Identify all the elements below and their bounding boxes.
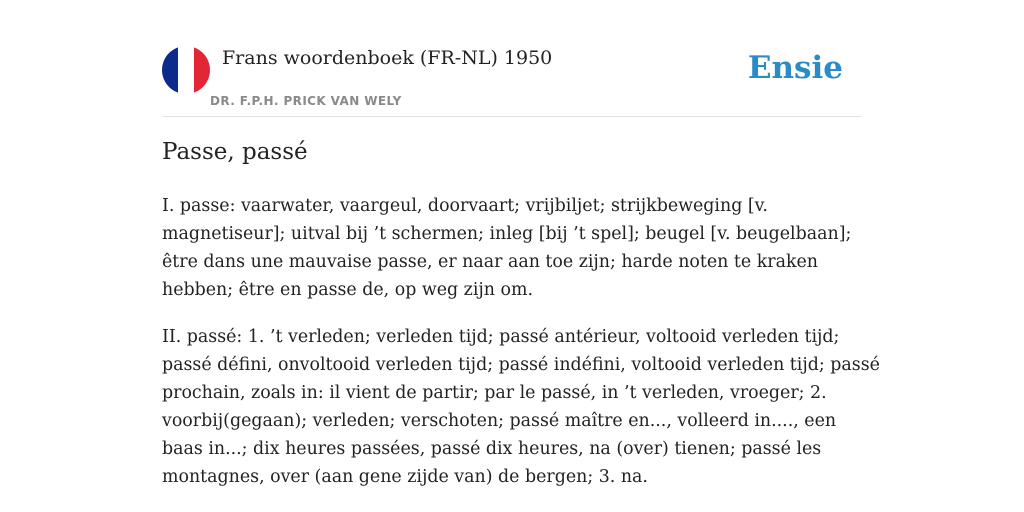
flag-france-icon: [162, 46, 210, 94]
entry-title: Passe, passé: [162, 139, 308, 165]
dictionary-author: DR. F.P.H. PRICK VAN WELY: [210, 94, 402, 108]
dictionary-title[interactable]: Frans woordenboek (FR-NL) 1950: [222, 47, 553, 69]
flag-stripe-red: [194, 46, 210, 94]
entry-paragraph: II. passé: 1. ’t verleden; verleden tijd; passé antérieur, voltooid verleden tijd; passé défini, onvoltooid verleden tijd; passé indéfini, voltooid verleden tijd; passé prochain, zoals in: il vient de partir; par le passé, in ’t verleden, vroeger; 2. voorbij(gegaan); verleden; verschoten; passé maître en..., volleerd in...., een baas in...; dix heures passées, passé dix heures, na (over) tienen; passé les montagnes, over (aan gene zijde van) de bergen; 3. na.: [162, 327, 880, 487]
entry-body: [162, 192, 882, 510]
dictionary-header: [162, 40, 862, 117]
flag-stripe-white: [178, 46, 194, 94]
flag-stripe-blue: [162, 46, 178, 94]
entry-paragraph: I. passe: vaarwater, vaargeul, doorvaart; vrijbiljet; strijkbeweging [v. magnetiseur]; uitval bij ’t schermen; inleg [bij ’t spel]; beugel [v. beugelbaan]; être dans une mauvaise passe, er naar aan toe zijn; harde noten te kraken hebben; être en passe de, op weg zijn om.: [162, 196, 852, 300]
ensie-logo-link[interactable]: Ensie: [747, 50, 843, 86]
